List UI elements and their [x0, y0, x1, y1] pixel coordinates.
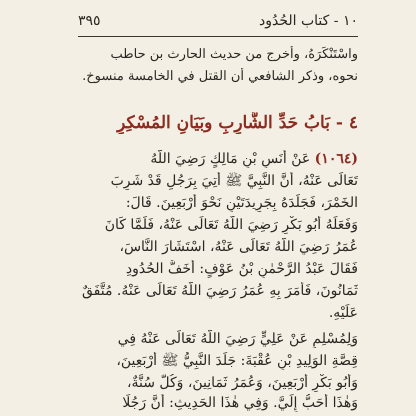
hadith-first-line	[78, 150, 358, 168]
text-line: الخَمْرَ، فَجَلَدَهُ بِجَرِيدَتَيْنِ نَحْوَ أَرْبَعِينَ. قَالَ:	[125, 195, 358, 211]
text-line: وَأَبُو بَكْرٍ أَرْبَعِينَ، وَعُمَرُ ثَمَانِينَ، وَكُلٌّ سُنَّةٌ،	[126, 375, 358, 391]
text-line: عَنْ أَنَسِ بْنِ مَالِكٍ رَضِيَ اللَّهُ	[150, 151, 311, 167]
page-number: ٣٩٥	[78, 13, 101, 29]
text-line: وَفَعَلَهُ أَبُو بَكْرٍ رَضِيَ اللَّهُ تَعَالَى عَنْهُ، فَلَمَّا كَانَ	[104, 217, 358, 233]
chapter-heading: ٤ - بَابُ حَدِّ الشَّارِبِ وبَيَانِ المُسْكِرِ	[117, 113, 358, 133]
page-header	[78, 8, 358, 34]
text-line: عَلَيْهِ.	[328, 305, 358, 321]
text-line: عُمَرُ رَضِيَ اللَّهُ تَعَالَى عَنْهُ، اسْتَشَارَ النَّاسَ،	[119, 239, 358, 255]
hadith-number: (١٠٦٤)	[314, 151, 358, 167]
text-line: واسْتَنْكَرَهُ، وأخرج من حديث الحارث بن حاطب	[110, 47, 358, 62]
text-line: وَهٰذَا أَحَبُّ إِلَيَّ. وَفِي هٰذَا الحَدِيثِ: أَنَّ رَجُلًا	[122, 395, 358, 411]
text-line: تَعَالَى عَنْهُ، أَنَّ النَّبِيَّ ﷺ أُتِيَ بِرَجُلٍ قَدْ شَرِبَ	[110, 173, 358, 189]
text-line: ثَمَانُونَ، فَأَمَرَ بِهِ عُمَرُ رَضِيَ اللَّهُ تَعَالَى عَنْهُ. مُتَّفَقٌ	[81, 283, 358, 299]
text-line: قِصَّةِ الوَلِيدِ بْنِ عُقْبَةَ: جَلَدَ النَّبِيُّ ﷺ أَرْبَعِينَ،	[116, 353, 358, 369]
running-title: ١٠ - كتاب الحُدُود	[259, 13, 358, 29]
text-line: نحوه، وذكر الشافعي أن القتل في الخامسة منسوخ.	[82, 69, 358, 84]
text-line: فَقَالَ عَبْدُ الرَّحْمٰنِ بْنُ عَوْفٍ: أَخَفُّ الحُدُودِ	[125, 261, 358, 277]
text-line: وَلِمُسْلِمٍ عَنْ عَلِيٍّ رَضِيَ اللَّهُ تَعَالَى عَنْهُ فِي	[117, 331, 358, 347]
header-rule	[78, 36, 358, 37]
